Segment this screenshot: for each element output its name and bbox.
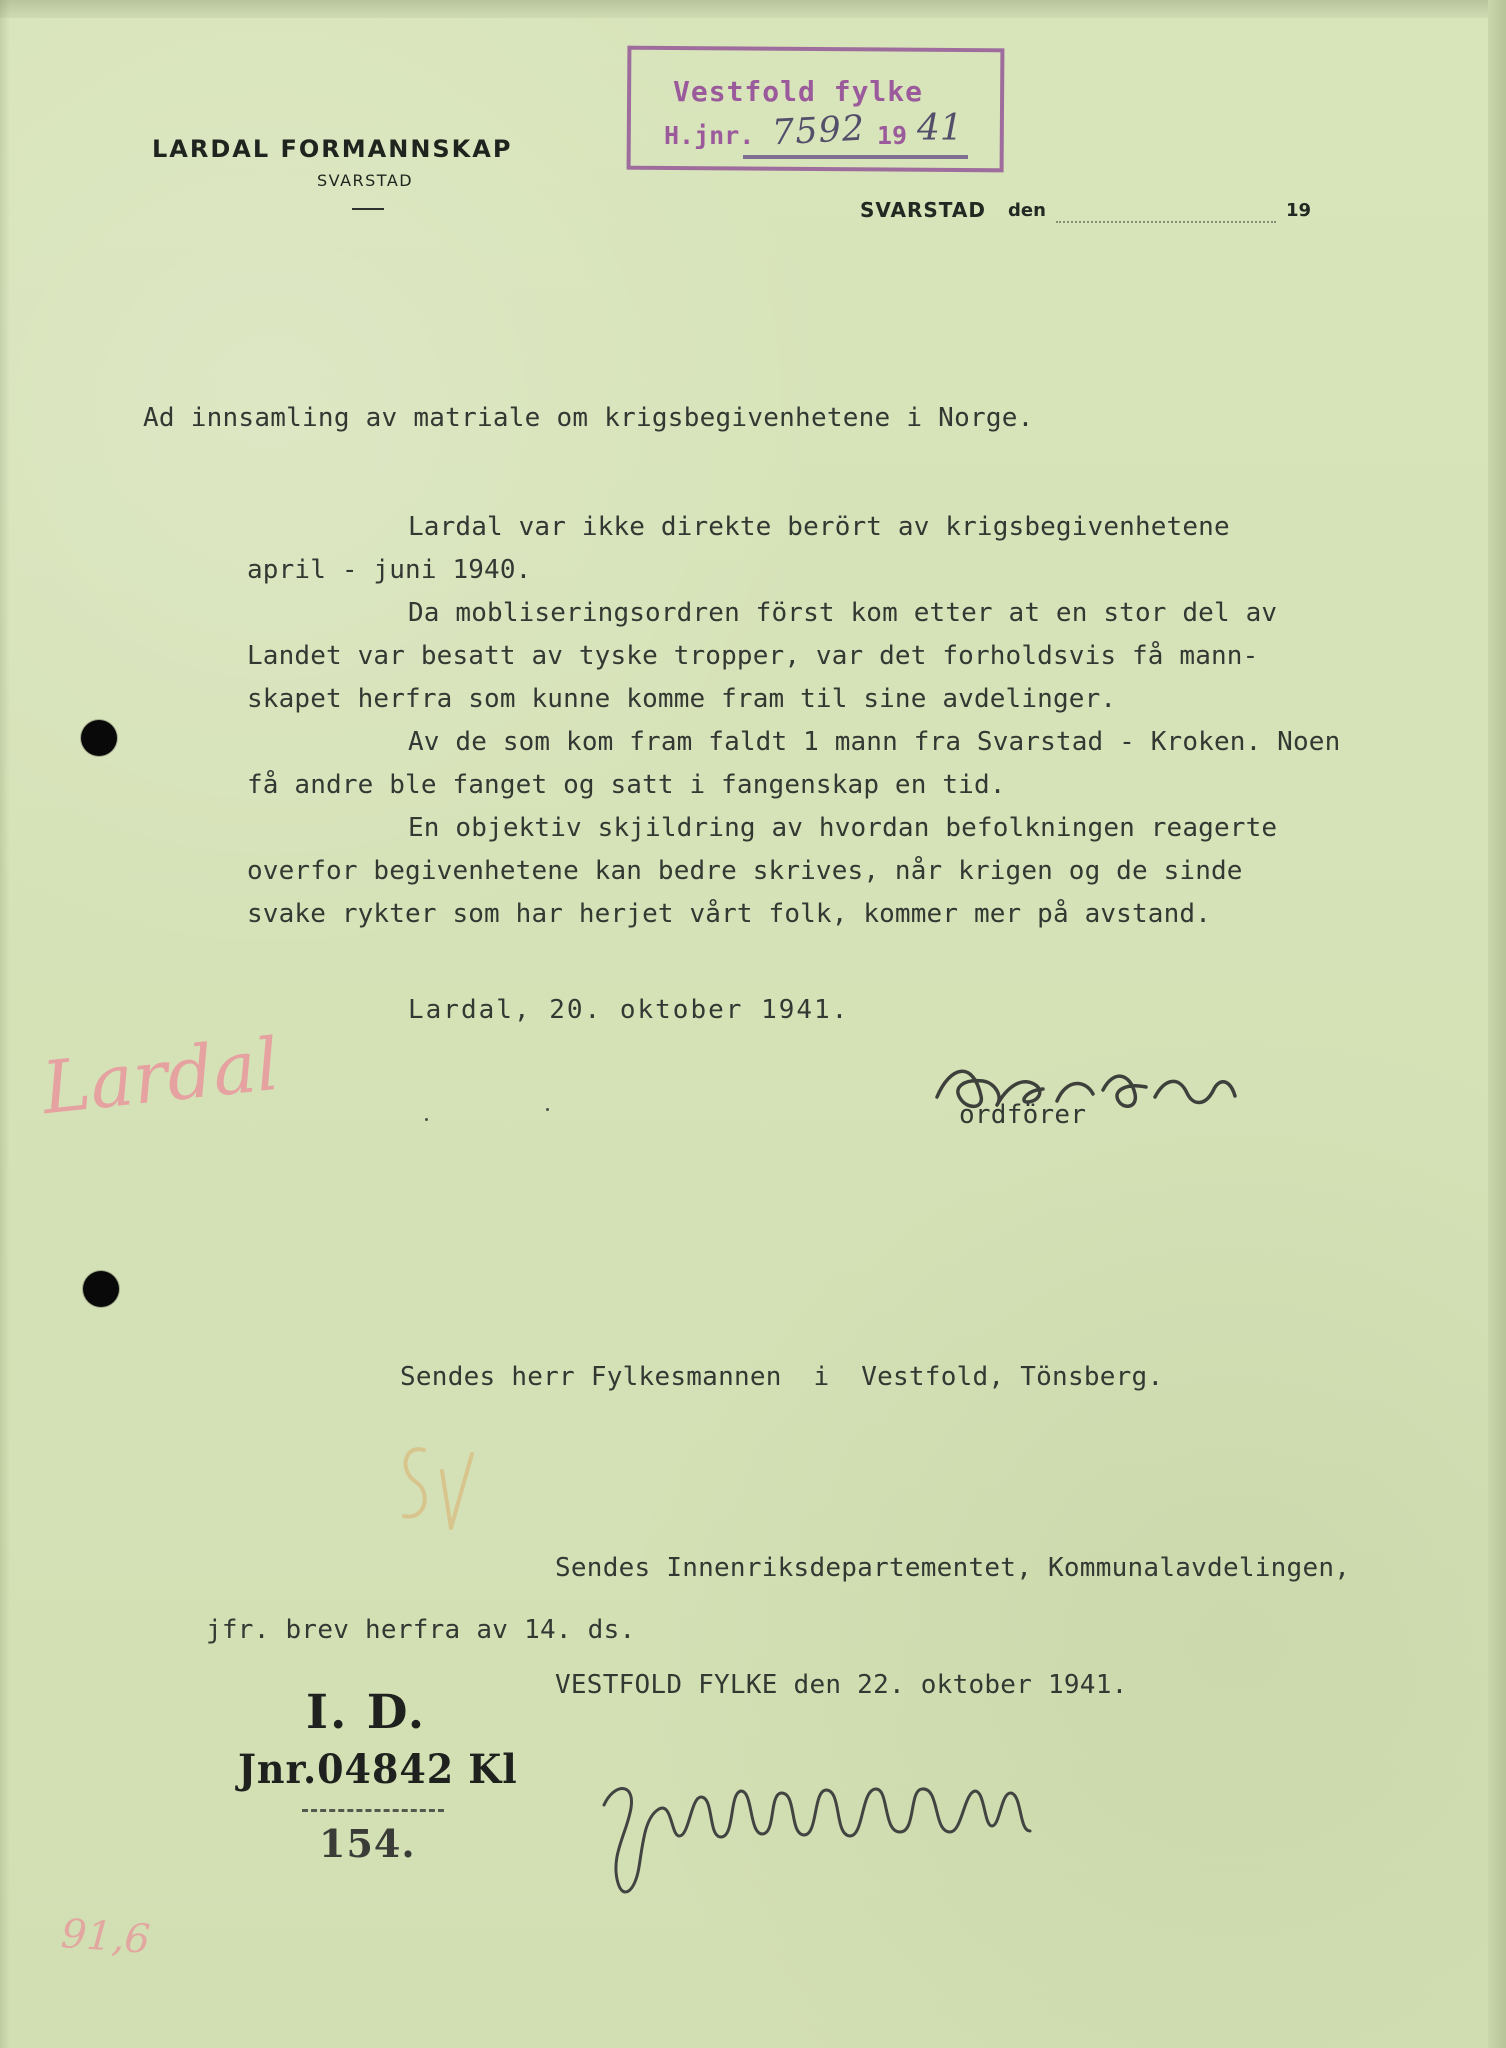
bottom-handwritten-note: 91,6 xyxy=(59,1910,152,1964)
county-signature xyxy=(590,1735,1060,1905)
forwarding-line-1: Sendes herr Fylkesmannen i Vestfold, Tönsberg. xyxy=(400,1362,1164,1392)
dateline-place: SVARSTAD xyxy=(860,198,986,222)
receipt-stamp-number: 154. xyxy=(319,1821,416,1866)
forwarding-line-3: jfr. brev herfra av 14. ds. xyxy=(206,1615,636,1645)
initials-mark xyxy=(390,1440,485,1540)
forwarding-line-2: Sendes Innenriksdepartementet, Kommunalavdelingen, xyxy=(555,1553,1351,1583)
receipt-stamp-top: I. D. xyxy=(306,1685,427,1740)
registration-stamp-underline xyxy=(743,155,968,159)
registration-stamp-title: Vestfold fylke xyxy=(673,75,924,108)
page-top-edge xyxy=(0,0,1506,18)
body-line-7: få andre ble fanget og satt i fangenskap en tid. xyxy=(247,770,1006,800)
registration-stamp-label: H.jnr. xyxy=(664,121,755,150)
receipt-stamp-rule xyxy=(302,1809,444,1812)
body-line-9: overfor begivenhetene kan bedre skrives, når krigen og de sinde xyxy=(247,856,1243,886)
registration-stamp-year: 41 xyxy=(917,108,963,149)
page-right-edge xyxy=(1488,0,1506,2048)
forwarding-line-4: VESTFOLD FYLKE den 22. oktober 1941. xyxy=(555,1670,1128,1700)
body-line-6: Av de som kom fram faldt 1 mann fra Svarstad - Kroken. Noen xyxy=(408,727,1341,757)
page-left-shadow xyxy=(0,0,10,2048)
stray-mark-2 xyxy=(546,1108,549,1111)
handwritten-side-note: Lardal xyxy=(38,1021,283,1131)
body-line-10: svake rykter som har herjet vårt folk, kommer mer på avstand. xyxy=(247,899,1212,929)
subject-line: Ad innsamling av matriale om krigsbegivenhetene i Norge. xyxy=(143,403,1034,433)
letterhead-location: SVARSTAD xyxy=(317,171,414,190)
body-line-5: skapet herfra som kunne komme fram til sine avdelinger. xyxy=(247,684,1117,714)
body-line-1: Lardal var ikke direkte berört av krigsbegivenhetene xyxy=(408,512,1230,542)
dateline-dotted-line xyxy=(1056,221,1276,223)
signature-title: ordförer xyxy=(959,1100,1087,1130)
body-line-2: april - juni 1940. xyxy=(247,555,532,585)
place-date: Lardal, 20. oktober 1941. xyxy=(408,995,850,1025)
registration-stamp-year-prefix: 19 xyxy=(877,121,908,150)
registration-stamp-number: 7592 xyxy=(771,108,867,154)
punch-hole-bottom xyxy=(83,1271,119,1307)
dateline-suffix: den xyxy=(1008,200,1046,221)
body-line-3: Da mobliseringsordren först kom etter at en stor del av xyxy=(408,598,1278,628)
body-line-8: En objektiv skjildring av hvordan befolkningen reagerte xyxy=(408,813,1278,843)
punch-hole-top xyxy=(81,720,117,756)
dateline-year-prefix: 19 xyxy=(1286,200,1312,221)
letterhead-divider xyxy=(352,208,384,210)
letterhead-organization: LARDAL FORMANNSKAP xyxy=(152,135,513,163)
body-line-4: Landet var besatt av tyske tropper, var det forholdsvis få mann- xyxy=(247,641,1259,671)
stray-mark-1 xyxy=(425,1118,428,1121)
receipt-stamp-journal: Jnr.04842 Kl xyxy=(238,1746,518,1793)
